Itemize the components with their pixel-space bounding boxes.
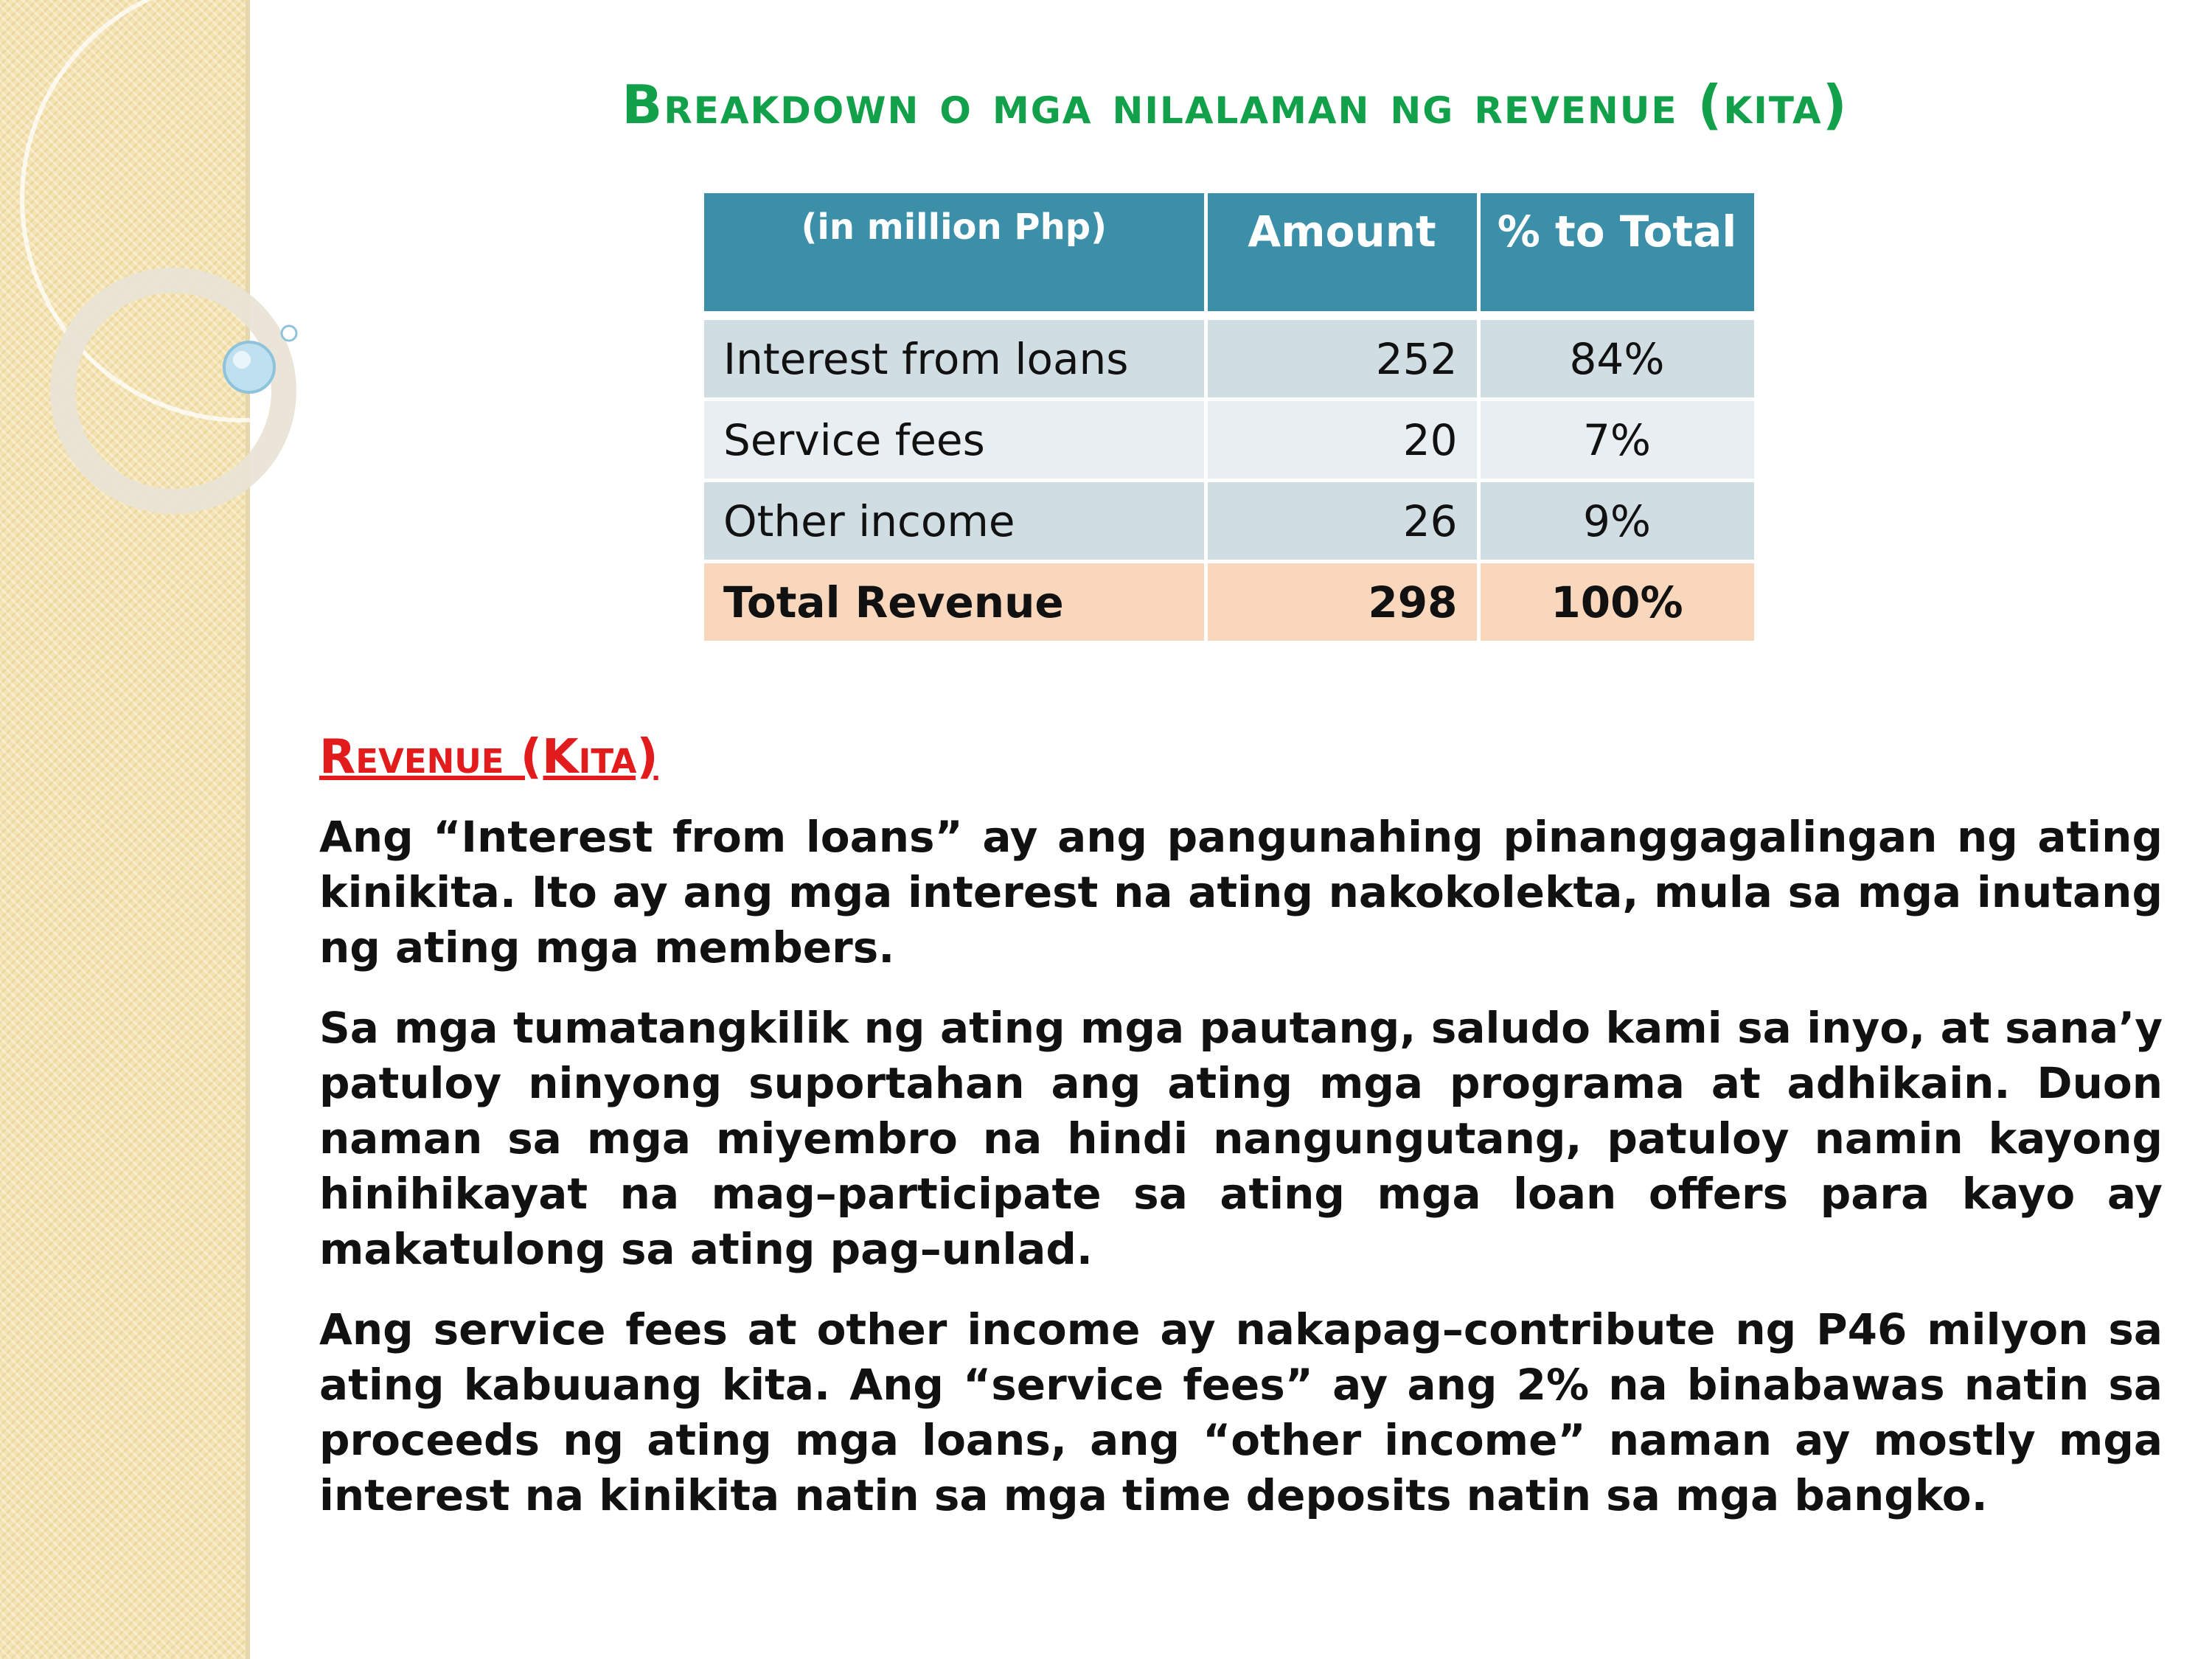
row-amount: 20 xyxy=(1206,400,1478,481)
row-percent: 9% xyxy=(1478,481,1756,562)
total-amount: 298 xyxy=(1206,562,1478,643)
paragraph: Ang service fees at other income ay nakapag–contribute ng P46 milyon sa ating kabuuang kita. Ang “service fees” ay ang 2% na binabawas natin sa proceeds ng ating mga loans, ang “other income” naman ay mostly mga interest na kinikita natin sa mga time deposits natin sa mga bangko. xyxy=(319,1304,2163,1520)
row-label: Interest from loans xyxy=(704,316,1206,400)
row-label: Other income xyxy=(704,481,1206,562)
bubble-small xyxy=(282,326,296,341)
table-row xyxy=(704,316,1756,400)
body-text xyxy=(319,810,2163,1548)
column-header-unit: (in million Php) xyxy=(704,193,1206,316)
slide-title: Breakdown o mga nilalaman ng revenue (kita) xyxy=(622,74,1848,136)
paragraph: Sa mga tumatangkilik ng ating mga pautang, saludo kami sa inyo, at sana’y patuloy ninyong suportahan ang ating mga programa at adhikain. Duon naman sa mga miyembro na hindi nangungutang, patuloy namin kayong hinihikayat na mag–participate sa ating mga loan offers para kayo ay makatulong sa ating pag–unlad. xyxy=(319,1003,2163,1274)
table-row xyxy=(704,400,1756,481)
row-percent: 7% xyxy=(1478,400,1756,481)
bubble-large xyxy=(224,342,274,392)
table-header-row xyxy=(704,193,1756,316)
total-row xyxy=(704,562,1756,643)
row-amount: 252 xyxy=(1206,316,1478,400)
table-row xyxy=(704,481,1756,562)
column-header-percent: % to Total xyxy=(1478,193,1756,316)
total-percent: 100% xyxy=(1478,562,1756,643)
section-heading: Revenue (Kita) xyxy=(319,730,658,785)
bubble-highlight xyxy=(233,351,251,369)
row-amount: 26 xyxy=(1206,481,1478,562)
paragraph: Ang “Interest from loans” ay ang pangunahing pinanggagalingan ng ating kinikita. Ito ay ang mga interest na ating nakokolekta, mula sa mga inutang ng ating mga members. xyxy=(319,812,2163,973)
row-label: Service fees xyxy=(704,400,1206,481)
decorative-rings xyxy=(0,0,369,590)
column-header-amount: Amount xyxy=(1206,193,1478,316)
total-label: Total Revenue xyxy=(704,562,1206,643)
row-percent: 84% xyxy=(1478,316,1756,400)
revenue-table xyxy=(704,193,1758,644)
